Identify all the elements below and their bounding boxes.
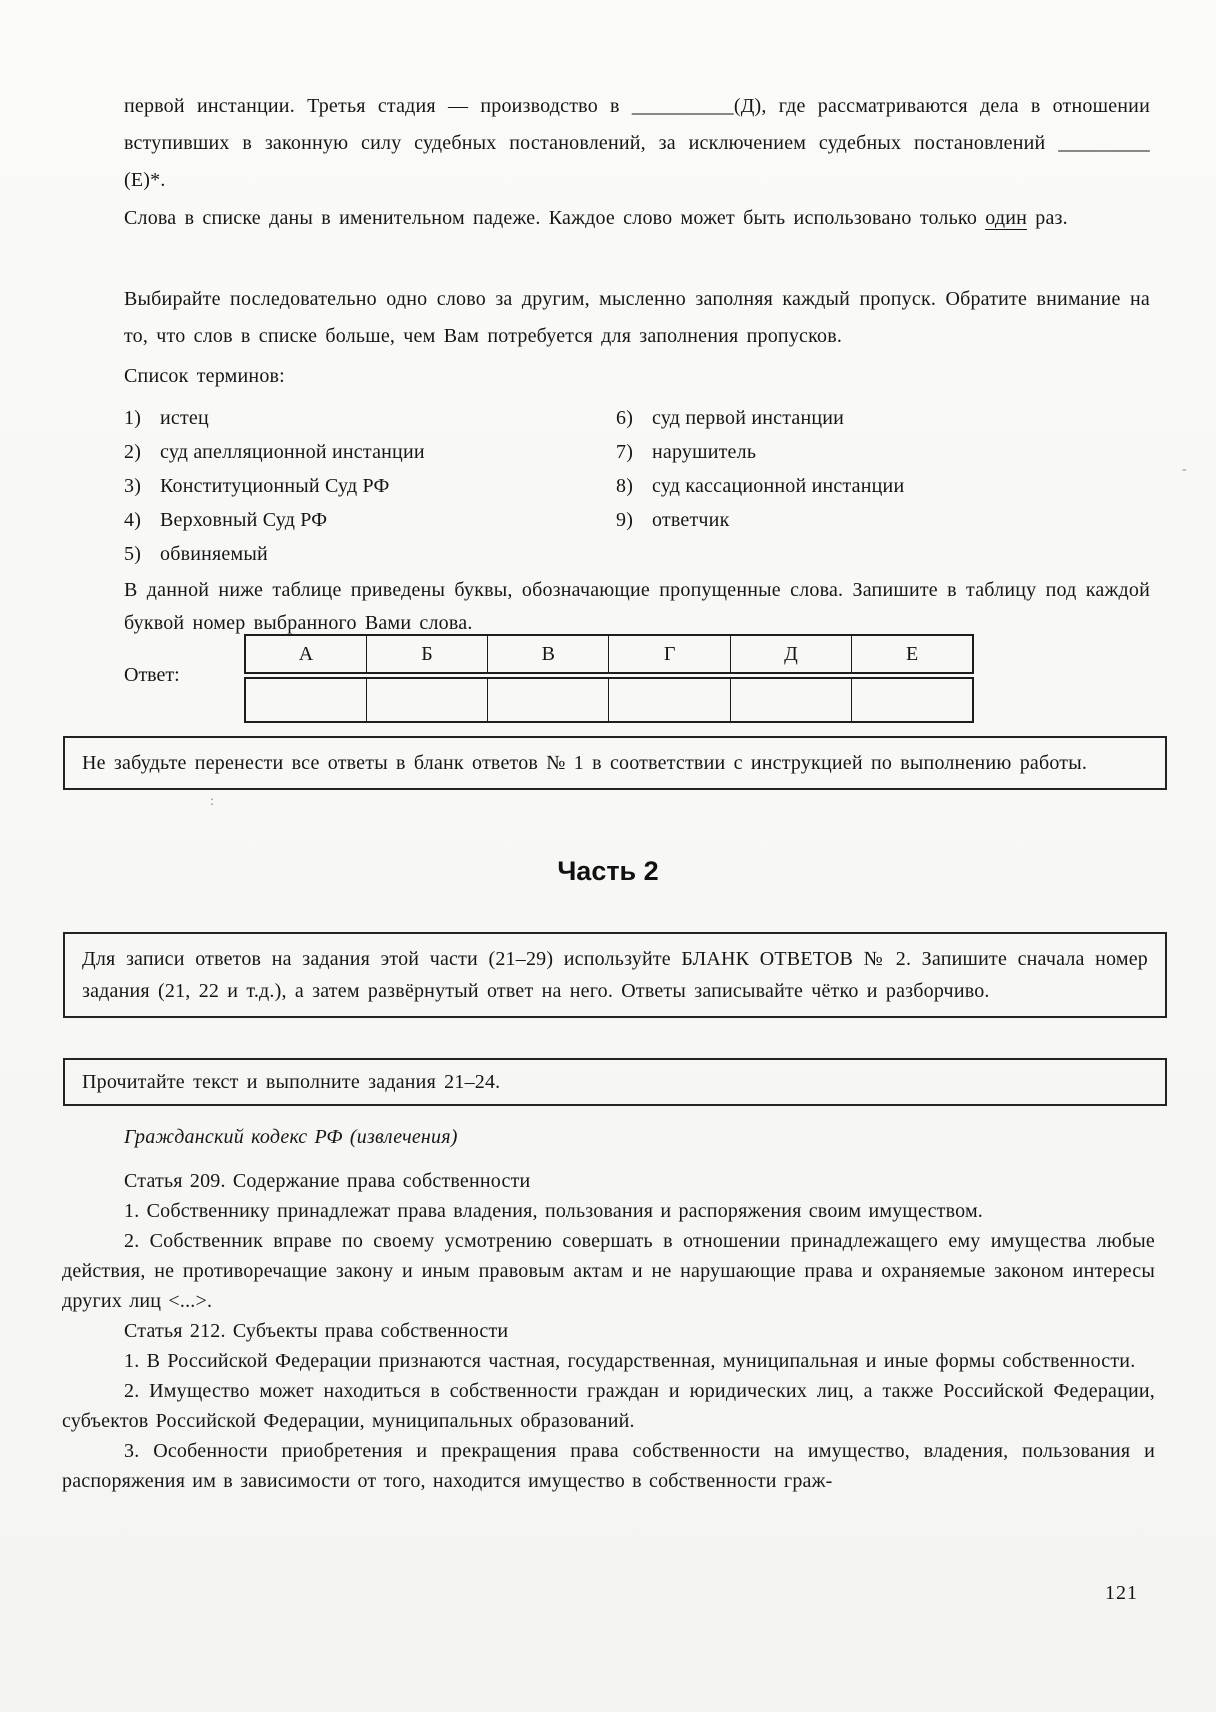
answer-cell-b [366, 676, 487, 723]
read-text-instruction-box [63, 1058, 1167, 1106]
header-cell-b: Б [366, 635, 487, 676]
usage-note-pre: Слова в списке даны в именительном падеже. Каждое слово может быть использовано только [124, 207, 986, 229]
header-cell-v: В [488, 635, 609, 676]
term-item [616, 503, 904, 537]
term-text: нарушитель [652, 441, 757, 463]
term-item [616, 401, 904, 435]
usage-note-underlined-word: один [985, 207, 1028, 229]
term-text: ответчик [652, 509, 730, 531]
answer-table-intro: В данной ниже таблице приведены буквы, обозначающие пропущенные слова. Запишите в таблицу под каждой буквой номер выбранного Вами слова. [124, 579, 1150, 634]
usage-note [124, 200, 1150, 237]
article-209-heading: Статья 209. Содержание права собственности [124, 1170, 531, 1192]
usage-note-post: раз. [1027, 207, 1068, 229]
term-number: 7) [616, 441, 634, 463]
term-item [616, 469, 904, 503]
term-text: суд апелляционной инстанции [160, 441, 425, 463]
term-number: 9) [616, 509, 634, 531]
article-212-paragraph-2: 2. Имущество может находиться в собственности граждан и юридических лиц, а также Российской Федерации, субъектов Российской Федерации, муниципальных образований. [62, 1380, 1155, 1432]
scan-artifact: - [1182, 462, 1187, 477]
selection-note: Выбирайте последовательно одно слово за другим, мысленно заполняя каждый пропуск. Обратите внимание на то, что слов в списке больше, чем Вам потребуется для заполнения пропусков. [124, 288, 1150, 347]
answer-table-header-row [245, 635, 973, 676]
term-number: 6) [616, 407, 634, 429]
term-number: 8) [616, 475, 634, 497]
continuation-paragraph: первой инстанции. Третья стадия — производство в __________(Д), где рассматриваются дела в отношении вступивших в законную силу судебных постановлений, за исключением судебных постановлений _________ (Е)*. [124, 95, 1150, 191]
term-item [124, 435, 425, 469]
read-text-instruction: Прочитайте текст и выполните задания 21–24. [82, 1071, 501, 1093]
term-text: Верховный Суд РФ [160, 509, 328, 531]
answer-label: Ответ: [124, 664, 180, 686]
term-text: Конституционный Суд РФ [160, 475, 390, 497]
term-item [124, 469, 425, 503]
term-item [124, 503, 425, 537]
term-text: суд кассационной инстанции [652, 475, 905, 497]
header-cell-a: А [245, 635, 366, 676]
article-209-paragraph-1: 1. Собственнику принадлежат права владения, пользования и распоряжения своим имуществом. [124, 1200, 984, 1222]
terms-list [124, 401, 1150, 576]
source-title: Гражданский кодекс РФ (извлечения) [124, 1126, 458, 1148]
answer-cell-a [245, 676, 366, 723]
article-212-paragraph-3: 3. Особенности приобретения и прекращения права собственности на имущество, владения, пользования и распоряжения им в зависимости от того, находится имущество в собственности граж- [62, 1440, 1155, 1492]
term-item [616, 435, 904, 469]
term-number: 3) [124, 475, 142, 497]
transfer-notice-box [63, 736, 1167, 790]
scan-artifact: : [210, 794, 214, 809]
answer-table [244, 634, 974, 723]
term-item [124, 537, 425, 571]
header-cell-d: Д [730, 635, 851, 676]
part2-heading: Часть 2 [557, 856, 659, 886]
term-number: 1) [124, 407, 142, 429]
header-cell-g: Г [609, 635, 730, 676]
header-cell-e: Е [852, 635, 973, 676]
page-number: 121 [1105, 1582, 1138, 1604]
answer-cell-v [488, 676, 609, 723]
terms-column-left [124, 401, 425, 571]
article-209-paragraph-2: 2. Собственник вправе по своему усмотрению совершать в отношении принадлежащего ему имущества любые действия, не противоречащие закону и иным правовым актам и не нарушающие права и охраняемые законом интересы других лиц <...>. [62, 1230, 1155, 1312]
transfer-notice-text: Не забудьте перенести все ответы в бланк ответов № 1 в соответствии с инструкцией по выполнению работы. [82, 752, 1088, 774]
term-number: 5) [124, 543, 142, 565]
answer-cell-d [730, 676, 851, 723]
term-item [124, 401, 425, 435]
term-text: истец [160, 407, 209, 429]
article-212-heading: Статья 212. Субъекты права собственности [124, 1320, 509, 1342]
answer-cell-e [852, 676, 973, 723]
civil-code-extract [62, 1122, 1155, 1496]
term-number: 2) [124, 441, 142, 463]
answer-table-wrap [244, 634, 974, 723]
part2-instructions-text: Для записи ответов на задания этой части (21–29) используйте БЛАНК ОТВЕТОВ № 2. Запишите сначала номер задания (21, 22 и т.д.), а затем развёрнутый ответ на него. Ответы записывайте чётко и разборчиво. [82, 948, 1148, 1002]
answer-cell-g [609, 676, 730, 723]
terms-list-label: Список терминов: [124, 365, 285, 387]
article-212-paragraph-1: 1. В Российской Федерации признаются частная, государственная, муниципальная и иные формы собственности. [124, 1350, 1136, 1372]
term-number: 4) [124, 509, 142, 531]
answer-table-value-row [245, 676, 973, 723]
term-text: обвиняемый [160, 543, 268, 565]
terms-column-right [616, 401, 904, 537]
term-text: суд первой инстанции [652, 407, 845, 429]
part2-instructions-box [63, 932, 1167, 1018]
